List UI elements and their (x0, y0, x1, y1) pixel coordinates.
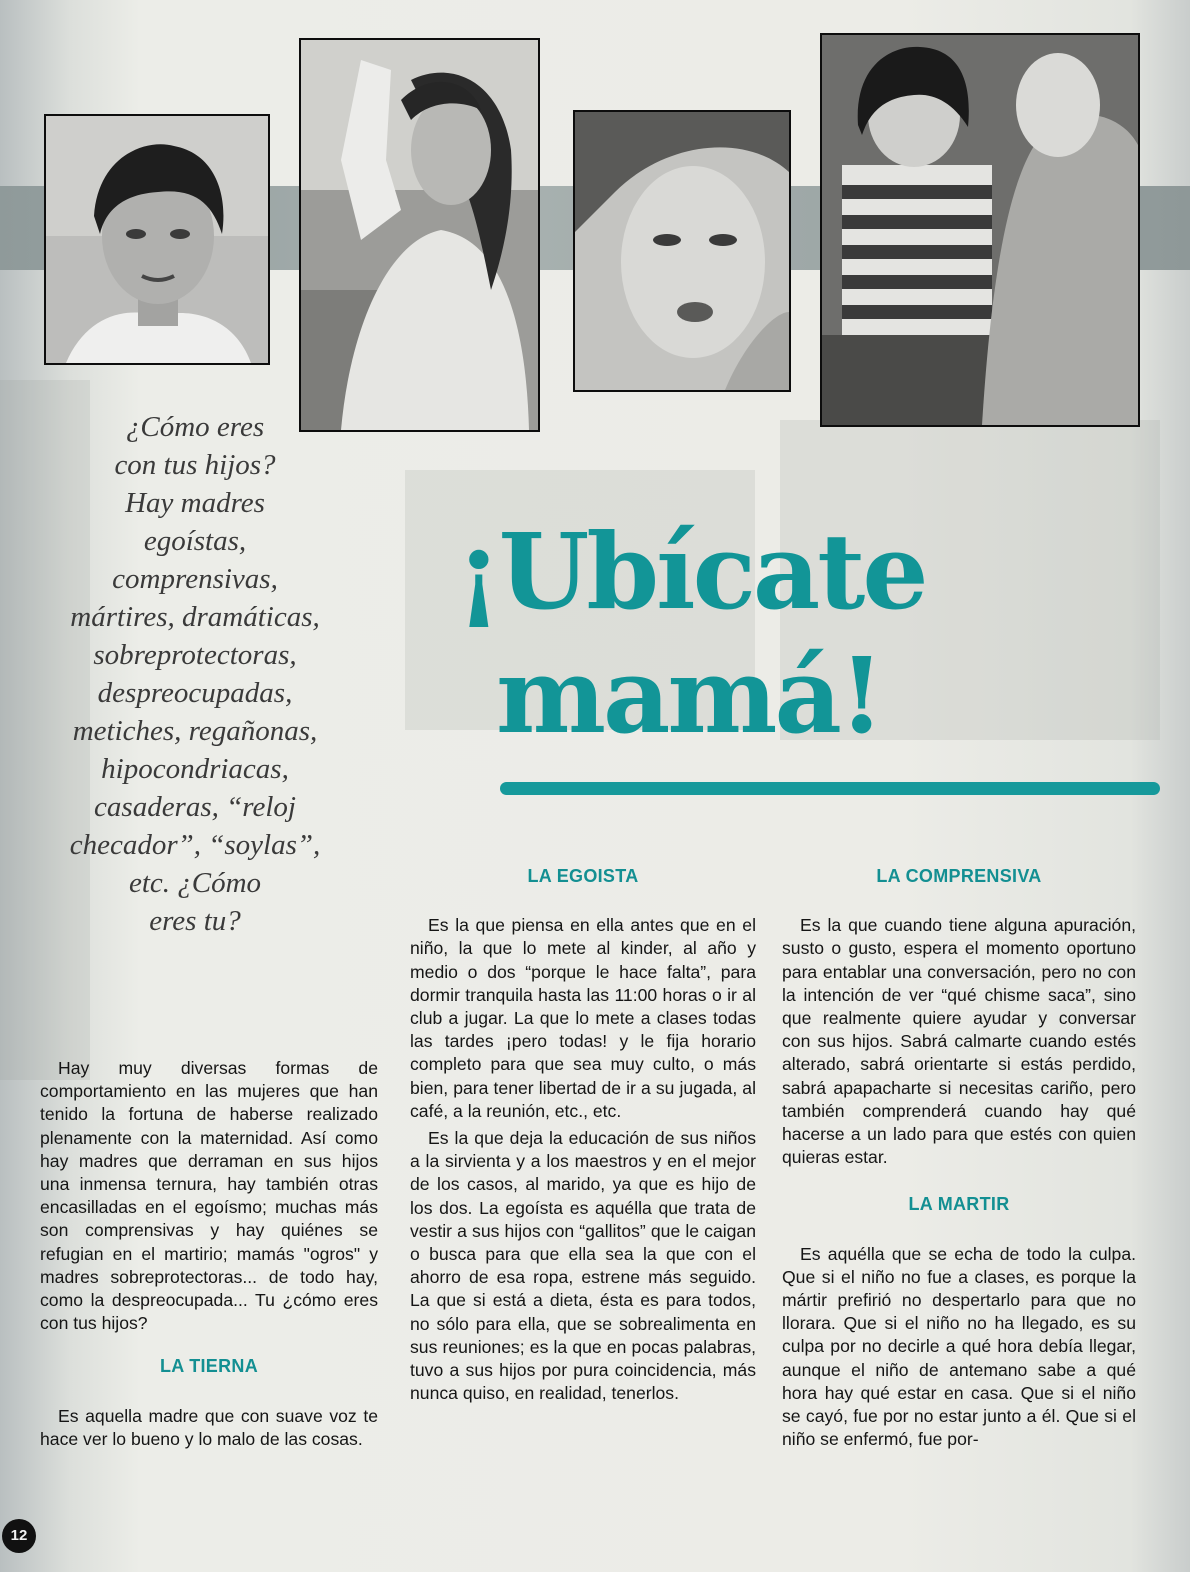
intro-line: mártires, dramáticas, (70, 601, 320, 633)
headline-line-1: ¡Ubícate (456, 510, 926, 633)
photo-woman-hand-on-forehead (299, 38, 540, 432)
heading-la-comprensiva: LA COMPRENSIVA (876, 866, 1042, 886)
intro-line: comprensivas, (112, 563, 278, 595)
photo-boy-striped-shirt (820, 33, 1140, 427)
intro-line: metiches, regañonas, (72, 715, 318, 747)
paragraph-la-tierna: Es aquella madre que con suave voz te hace ver lo bueno y lo malo de las cosas. (40, 1405, 378, 1449)
column-3 (782, 865, 1136, 1451)
photo-portrait-older-woman (44, 114, 270, 365)
intro-line: con tus hijos? (114, 449, 276, 481)
intro-italic-text (40, 408, 350, 940)
intro-line: despreocupadas, (97, 677, 293, 709)
heading-la-tierna: LA TIERNA (159, 1356, 259, 1377)
photo-woman-close-up (573, 110, 791, 392)
intro-line: checador”, “soylas”, (69, 829, 321, 861)
heading-la-egoista: LA EGOISTA (527, 866, 639, 886)
intro-line: egoístas, (143, 525, 247, 557)
paragraph-la-martir: Es aquélla que se echa de todo la culpa. Que si el niño no fue a clases, es porque la mártir prefirió no despertarlo para que no llorara. Que si el niño no ha llegado, es su culpa por no decirle a qué hora debía llegar, aunque el niño de antemano sabe a qué hora hay qué estar en casa. Que si el niño se cayó, fue por no estar junto a él. Que si el niño se enfermó, fue por- (782, 1243, 1136, 1450)
column-2 (410, 865, 756, 1405)
intro-paragraph: Hay muy diversas formas de comportamiento en las mujeres que han tenido la fortuna de haberse realizado plenamente con la maternidad. Así como hay madres que derraman en sus hijos una inmensa ternura, hay también otras encasilladas en el egoísmo; muchas más son comprensivas y hay quiénes se refugian en el martirio; mamás "ogros" y madres sobreprotectoras... de todo hay, como la despreocupada... Tu ¿cómo eres con tus hijos? (40, 1058, 378, 1334)
intro-line: etc. ¿Cómo (128, 867, 262, 899)
intro-line: Hay madres (125, 487, 265, 519)
paragraph-la-egoista-1: Es la que piensa en ella antes que en el niño, la que lo mete al kinder, al año y medio o dos “porque le hace falta”, para dormir tranquila hasta las 11:00 horas o ir al club a jugar. La que lo mete a clases todas las tardes ¡pero todas! y le fija horario completo para que sea muy culto, o más bien, para tener libertad de ir a su jugada, al café, a la reunión, etc., etc. (410, 915, 756, 1121)
intro-line: ¿Cómo eres (125, 411, 265, 443)
column-1 (40, 1057, 378, 1451)
headline (456, 510, 1096, 758)
intro-line: eres tu? (149, 905, 241, 937)
heading-la-martir: LA MARTIR (908, 1194, 1010, 1215)
intro-line: hipocondriacas, (101, 753, 289, 785)
paragraph-la-egoista-2: Es la que deja la educación de sus niños a la sirvienta y a los maestros y en el mejor de los casos, al marido, ya que es hijo de los dos. La egoísta es aquélla que trata de vestir a sus hijos con “gallitos” que le caigan o busca para que ella sea la que con el ahorro de esa ropa, estrene más seguido. La que si está a dieta, ésta es para todos, no sólo para ella, que se sobrealimenta en sus reuniones; es la que en pocas palabras, tuvo a sus hijos por pura coincidencia, más nunca quiso, en realidad, tenerlos. (410, 1128, 756, 1404)
headline-line-2: mamá! (496, 634, 882, 757)
headline-underline (500, 782, 1160, 795)
paragraph-la-comprensiva: Es la que cuando tiene alguna apuración, susto o gusto, espera el momento oportuno para entablar una conversación, pero no con la intención de ver “qué chisme saca”, sino que realmente quiere ayudar y conversar con sus hijos. Sabrá calmarte cuando estés alterado, sabrá orientarte si estás perdido, sabrá apapacharte si necesitas cariño, pero también comprenderá cuando hay qué hacerse a un lado para que estés con quien quieras estar. (782, 915, 1136, 1168)
intro-line: sobreprotectoras, (93, 639, 297, 671)
intro-line: casaderas, “reloj (94, 791, 296, 823)
page-number-badge: 12 (2, 1519, 36, 1553)
